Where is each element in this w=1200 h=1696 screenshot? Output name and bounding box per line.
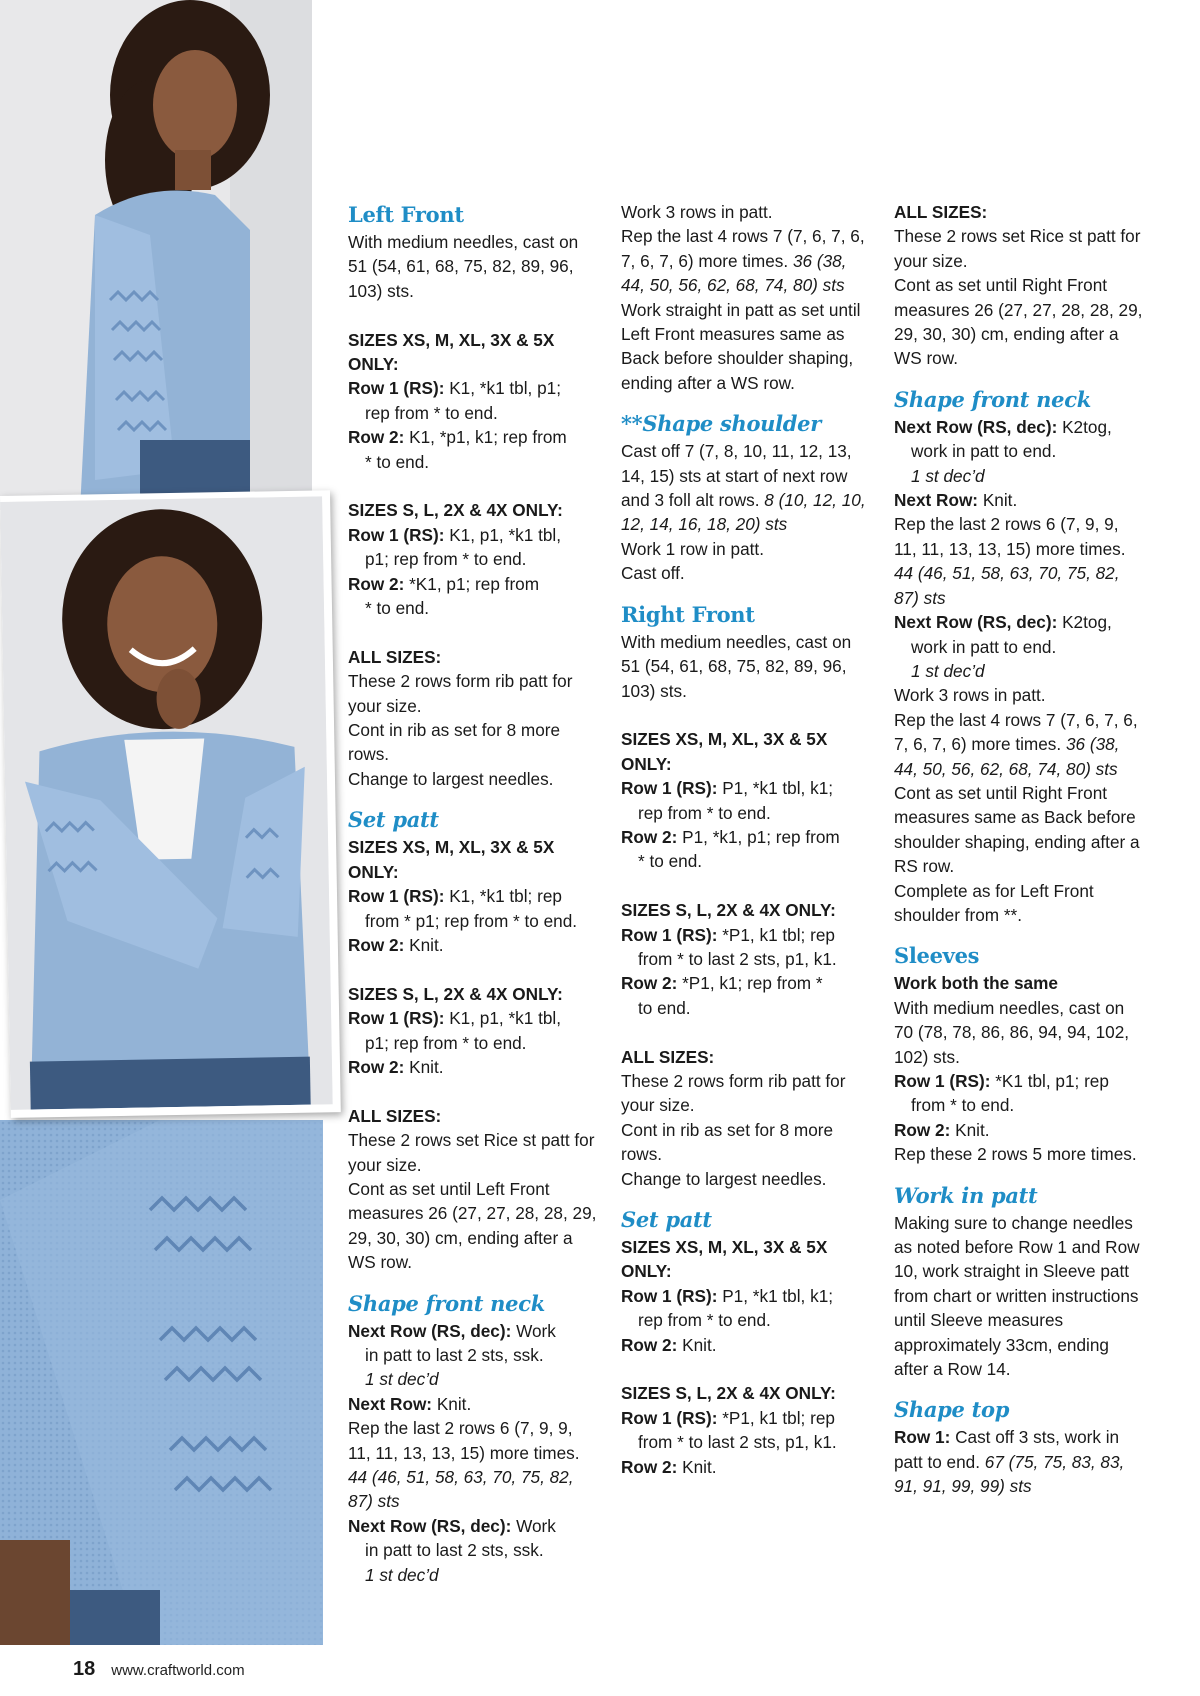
row-instruction: [894, 488, 1144, 512]
row-label: Row 2:: [348, 427, 405, 448]
row-continuation: rep from * to end.: [638, 1310, 771, 1331]
row-text: K1, *p1, k1; rep from: [404, 427, 567, 448]
website-link[interactable]: www.craftworld.com: [111, 1662, 245, 1679]
row-text: *K1, p1; rep from: [404, 573, 540, 594]
row-text: Knit.: [677, 1456, 717, 1477]
instruction-body: Rep the last 4 rows 7 (7, 6, 7, 6, 7, 6, 7, 6) more times.: [894, 709, 1138, 755]
row-continuation: rep from * to end.: [365, 402, 498, 423]
row-instruction: [348, 523, 598, 572]
row-label: Row 1 (RS):: [348, 886, 445, 907]
instruction-text: Complete as for Left Front shoulder from **.: [894, 880, 1094, 925]
row-continuation: * to end.: [365, 451, 430, 472]
row-continuation: in patt to last 2 sts, ssk.: [365, 1540, 544, 1561]
stitch-count: 67 (75, 75, 83, 83, 91, 91, 99, 99) sts: [894, 1451, 1125, 1497]
size-subheading: SIZES S, L, 2X & 4X ONLY:: [621, 1383, 836, 1404]
spacer: [348, 474, 598, 498]
instruction-text: [348, 1416, 598, 1514]
row-continuation: to end.: [638, 997, 691, 1018]
row-instruction: [348, 933, 598, 957]
row-continuation: * to end.: [365, 598, 430, 619]
size-subheading: ALL SIZES:: [621, 1046, 715, 1067]
row-continuation: rep from * to end.: [638, 802, 771, 823]
row-text: *P1, k1 tbl; rep: [717, 1407, 835, 1428]
spacer: [348, 620, 598, 644]
row-continuation: in patt to last 2 sts, ssk.: [365, 1344, 544, 1365]
section-heading: Shape front neck: [348, 1290, 545, 1316]
row-instruction: [348, 572, 598, 621]
stitch-count: 44 (46, 51, 58, 63, 70, 75, 82, 87) sts: [894, 563, 1120, 608]
row-text: Knit.: [404, 1056, 444, 1077]
photo-sleeve-detail: [0, 1120, 323, 1645]
row-instruction: [621, 1406, 871, 1455]
row-text: *K1 tbl, p1; rep: [990, 1071, 1109, 1091]
row-instruction: [894, 415, 1144, 464]
row-text: Knit.: [432, 1393, 472, 1414]
row-instruction: [348, 425, 598, 474]
instruction-text: Cast off.: [621, 563, 685, 584]
spacer: [621, 395, 871, 409]
row-instruction: [348, 1055, 598, 1079]
size-subheading: SIZES S, L, 2X & 4X ONLY:: [348, 500, 563, 521]
row-text: Knit.: [677, 1334, 717, 1355]
row-text: K2tog,: [1057, 416, 1112, 437]
spacer: [894, 927, 1144, 941]
spacer: [348, 1079, 598, 1103]
instruction-text: Making sure to change needles as noted before Row 1 and Row 10, work straight in Sleeve patt from chart or written instructions until Sleeve measures approximately 33cm, ending after a Row 14.: [894, 1212, 1140, 1380]
row-continuation: from * to last 2 sts, p1, k1.: [638, 1432, 837, 1453]
row-text: Work: [511, 1515, 556, 1536]
section-heading: Right Front: [621, 601, 755, 627]
spacer: [621, 586, 871, 600]
spacer: [621, 1020, 871, 1044]
row-text: P1, *k1, p1; rep from: [677, 826, 840, 847]
instruction-text: Change to largest needles.: [621, 1168, 827, 1189]
section-heading: **Shape shoulder: [621, 411, 822, 437]
stitch-count: 36 (38, 44, 50, 56, 62, 68, 74, 80) sts: [894, 734, 1120, 779]
instruction-text: [894, 512, 1144, 610]
instruction-text: Cont as set until Right Front measures 26 (27, 27, 28, 28, 29, 29, 30, 30) cm, ending after a WS row.: [894, 275, 1143, 369]
spacer: [621, 1191, 871, 1205]
row-text: P1, *k1 tbl, k1;: [717, 778, 834, 799]
spacer: [621, 874, 871, 898]
row-instruction: [348, 884, 598, 933]
row-instruction: [894, 1118, 1144, 1142]
row-label: Row 2:: [348, 1056, 405, 1077]
stitch-note: 1 st dec’d: [911, 660, 985, 681]
stitch-count: 8 (10, 12, 10, 12, 14, 16, 18, 20) sts: [621, 490, 866, 535]
row-text: Knit.: [950, 1119, 990, 1140]
row-label: Next Row (RS, dec):: [348, 1515, 512, 1536]
section-heading: Work in patt: [894, 1182, 1038, 1208]
row-label: Row 1 (RS):: [621, 1407, 718, 1428]
row-instruction: [621, 1284, 871, 1333]
instruction-text: These 2 rows set Rice st patt for your size.: [894, 226, 1141, 271]
size-subheading: ALL SIZES:: [894, 202, 988, 222]
row-text: Cast off 3 sts, work in patt to end.: [894, 1427, 1120, 1472]
instruction-text: These 2 rows set Rice st patt for your size.: [348, 1130, 595, 1175]
instruction-text: Cont in rib as set for 8 more rows.: [621, 1119, 834, 1165]
row-label: Row 2:: [621, 973, 678, 994]
section-heading: Shape front neck: [894, 386, 1091, 412]
row-continuation: from * to last 2 sts, p1, k1.: [638, 948, 837, 969]
text-column-2: [621, 200, 871, 1479]
instruction-text: With medium needles, cast on 70 (78, 78, 86, 86, 94, 94, 102, 102) sts.: [894, 997, 1130, 1067]
instruction-text: Cont in rib as set for 8 more rows.: [348, 720, 561, 765]
instruction-text: These 2 rows form rib patt for your size.: [621, 1070, 846, 1116]
page-number: 18: [73, 1658, 96, 1680]
row-text: P1, *k1 tbl, k1;: [717, 1285, 834, 1306]
size-subheading: SIZES XS, M, XL, 3X & 5X ONLY:: [348, 837, 555, 882]
section-heading: Shape top: [894, 1397, 1010, 1423]
instruction-text: Work straight in patt as set until Left Front measures same as Back before shoulder shaping, ending after a WS row.: [621, 299, 861, 393]
row-label: Row 1 (RS):: [348, 524, 445, 545]
row-label: Row 2:: [348, 573, 405, 594]
row-label: Row 1 (RS):: [348, 1008, 445, 1029]
row-text: Work: [511, 1320, 556, 1341]
stitch-count: 44 (46, 51, 58, 63, 70, 75, 82, 87) sts: [348, 1467, 574, 1512]
row-instruction: [348, 1392, 598, 1416]
spacer: [348, 791, 598, 805]
row-continuation: p1; rep from * to end.: [365, 549, 527, 570]
row-instruction: [348, 1319, 598, 1368]
row-label: Next Row (RS, dec):: [894, 612, 1058, 633]
row-continuation: from * p1; rep from * to end.: [365, 910, 578, 931]
row-text: *P1, k1 tbl; rep: [717, 924, 835, 945]
row-text: K1, *k1 tbl; rep: [444, 886, 562, 907]
row-continuation: p1; rep from * to end.: [365, 1032, 527, 1053]
instruction-text: Cont as set until Left Front measures 26 (27, 27, 28, 28, 29, 29, 30, 30) cm, ending after a WS row.: [348, 1178, 597, 1273]
size-subheading: Work both the same: [894, 973, 1058, 994]
row-continuation: work in patt to end.: [911, 636, 1057, 657]
row-instruction: [621, 923, 871, 972]
spacer: [894, 1167, 1144, 1181]
spacer: [348, 957, 598, 981]
instruction-text: [894, 708, 1144, 781]
spacer: [894, 1381, 1144, 1395]
instruction-text: Rep these 2 rows 5 more times.: [894, 1144, 1137, 1165]
row-continuation: from * to end.: [911, 1095, 1015, 1116]
section-heading: Set patt: [348, 807, 439, 833]
size-subheading: ALL SIZES:: [348, 1105, 442, 1126]
row-instruction: [348, 376, 598, 425]
instruction-text: With medium needles, cast on 51 (54, 61, 68, 75, 82, 89, 96, 103) sts.: [348, 232, 579, 301]
instruction-text: Change to largest needles.: [348, 768, 554, 789]
row-instruction: [894, 1425, 1144, 1498]
row-instruction: [621, 776, 871, 825]
instruction-body: Rep the last 2 rows 6 (7, 9, 9, 11, 11, 13, 13, 15) more times.: [894, 514, 1126, 559]
instruction-text: [621, 439, 871, 537]
row-instruction: [621, 971, 871, 1020]
size-subheading: SIZES XS, M, XL, 3X & 5X ONLY:: [621, 729, 828, 774]
row-label: Row 1 (RS):: [894, 1071, 991, 1091]
spacer: [348, 303, 598, 327]
row-label: Row 1 (RS):: [621, 924, 718, 945]
row-text: Knit.: [978, 490, 1018, 511]
row-label: Row 2:: [348, 934, 405, 955]
spacer: [348, 1275, 598, 1289]
row-instruction: [621, 1333, 871, 1357]
row-text: K1, *k1 tbl, p1;: [444, 378, 561, 399]
stitch-note: 1 st dec’d: [365, 1564, 439, 1585]
instruction-text: [621, 224, 871, 297]
spacer: [894, 371, 1144, 385]
section-heading: Sleeves: [894, 943, 980, 969]
row-continuation: * to end.: [638, 851, 703, 872]
text-column-3: [894, 200, 1144, 1499]
stitch-note: 1 st dec’d: [911, 465, 985, 486]
row-label: Next Row (RS, dec):: [348, 1320, 512, 1341]
instruction-text: Work 1 row in patt.: [621, 538, 764, 559]
row-text: K1, p1, *k1 tbl,: [444, 524, 561, 545]
row-label: Next Row (RS, dec):: [894, 416, 1058, 437]
instruction-body: Cast off 7 (7, 8, 10, 11, 12, 13, 14, 15) sts at start of next row and 3 foll alt rows.: [621, 441, 852, 511]
size-subheading: SIZES XS, M, XL, 3X & 5X ONLY:: [348, 329, 555, 375]
stitch-count: 36 (38, 44, 50, 56, 62, 68, 74, 80) sts: [621, 250, 847, 296]
row-label: Row 1 (RS):: [348, 378, 445, 399]
size-subheading: SIZES S, L, 2X & 4X ONLY:: [621, 900, 836, 921]
row-instruction: [894, 1069, 1144, 1118]
row-label: Row 2:: [621, 826, 678, 847]
size-subheading: SIZES S, L, 2X & 4X ONLY:: [348, 983, 563, 1004]
row-continuation: work in patt to end.: [911, 441, 1057, 462]
row-label: Next Row:: [348, 1393, 433, 1414]
row-instruction: [621, 825, 871, 874]
section-heading: Left Front: [348, 202, 464, 227]
row-label: Row 2:: [621, 1456, 678, 1477]
row-instruction: [894, 610, 1144, 659]
row-text: Knit.: [404, 934, 444, 955]
row-instruction: [348, 1006, 598, 1055]
row-instruction: [621, 1455, 871, 1479]
spacer: [621, 703, 871, 727]
photo-model-front: [0, 490, 341, 1118]
section-heading: Set patt: [621, 1206, 712, 1232]
size-subheading: SIZES XS, M, XL, 3X & 5X ONLY:: [621, 1236, 828, 1282]
row-text: K2tog,: [1057, 612, 1112, 633]
instruction-text: These 2 rows form rib patt for your size.: [348, 671, 573, 716]
row-text: *P1, k1; rep from *: [677, 973, 823, 994]
row-label: Row 2:: [621, 1334, 678, 1355]
spacer: [621, 1357, 871, 1381]
instruction-body: Rep the last 2 rows 6 (7, 9, 9, 11, 11, 13, 13, 15) more times.: [348, 1418, 580, 1463]
row-instruction: [348, 1514, 598, 1563]
row-label: Row 1 (RS):: [621, 1285, 718, 1306]
instruction-text: Work 3 rows in patt.: [621, 202, 773, 222]
row-label: Row 2:: [894, 1119, 951, 1140]
size-subheading: ALL SIZES:: [348, 646, 442, 667]
instruction-text: Work 3 rows in patt.: [894, 685, 1046, 706]
text-column-1: [348, 200, 598, 1587]
row-text: K1, p1, *k1 tbl,: [444, 1008, 561, 1029]
instruction-body: Rep the last 4 rows 7 (7, 6, 7, 6, 7, 6, 7, 6) more times.: [621, 226, 865, 271]
page-footer: [73, 1658, 245, 1681]
row-label: Row 1:: [894, 1427, 951, 1448]
instruction-text: Cont as set until Right Front measures same as Back before shoulder shaping, ending after a RS row.: [894, 782, 1140, 877]
row-label: Next Row:: [894, 490, 979, 511]
row-label: Row 1 (RS):: [621, 778, 718, 799]
stitch-note: 1 st dec’d: [365, 1369, 439, 1390]
instruction-text: With medium needles, cast on 51 (54, 61, 68, 75, 82, 89, 96, 103) sts.: [621, 631, 852, 701]
photo-model-side: [0, 0, 312, 510]
